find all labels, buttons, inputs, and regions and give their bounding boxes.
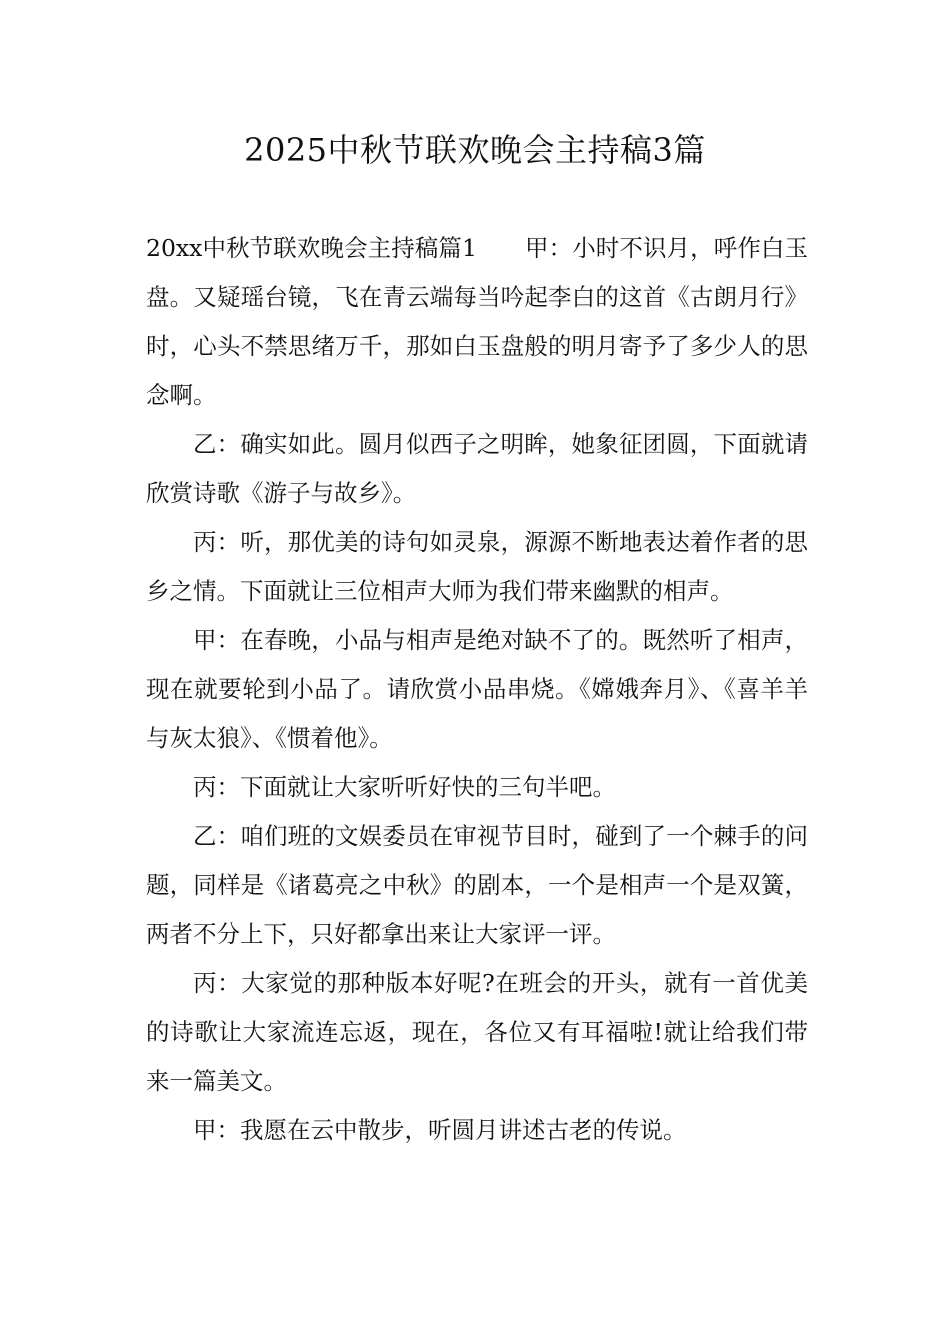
paragraph-2: 乙：确实如此。圆月似西子之明眸，她象征团圆，下面就请欣赏诗歌《游子与故乡》。 — [146, 430, 808, 507]
document-title: 2025中秋节联欢晚会主持稿3篇 — [244, 131, 706, 169]
paragraph-1-text: 甲：小时不识月，呼作白玉盘。又疑瑶台镜，飞在青云端每当吟起李白的这首《古朗月行》时，心头不禁思绪万千，那如白玉盘般的明月寄予了多少人的思念啊。 — [146, 234, 808, 409]
section-heading: 20xx中秋节联欢晚会主持稿篇1 — [146, 234, 477, 262]
paragraph-1 — [146, 224, 808, 420]
paragraph-5: 丙：下面就让大家听听好快的三句半吧。 — [193, 773, 616, 801]
paragraph-8: 甲：我愿在云中散步，听圆月讲述古老的传说。 — [193, 1116, 687, 1144]
paragraph-3: 丙：听，那优美的诗句如灵泉，源源不断地表达着作者的思乡之情。下面就让三位相声大师为我们带来幽默的相声。 — [146, 528, 808, 605]
paragraph-6: 乙：咱们班的文娱委员在审视节目时，碰到了一个棘手的问题，同样是《诸葛亮之中秋》的剧本，一个是相声一个是双簧，两者不分上下，只好都拿出来让大家评一评。 — [146, 822, 808, 948]
paragraph-4: 甲：在春晚，小品与相声是绝对缺不了的。既然听了相声，现在就要轮到小品了。请欣赏小品串烧。《嫦娥奔月》、《喜羊羊与灰太狼》、《惯着他》。 — [146, 626, 808, 752]
paragraph-7: 丙：大家觉的那种版本好呢?在班会的开头，就有一首优美的诗歌让大家流连忘返，现在，各位又有耳福啦!就让给我们带来一篇美文。 — [146, 969, 808, 1095]
document-body — [146, 224, 808, 1155]
